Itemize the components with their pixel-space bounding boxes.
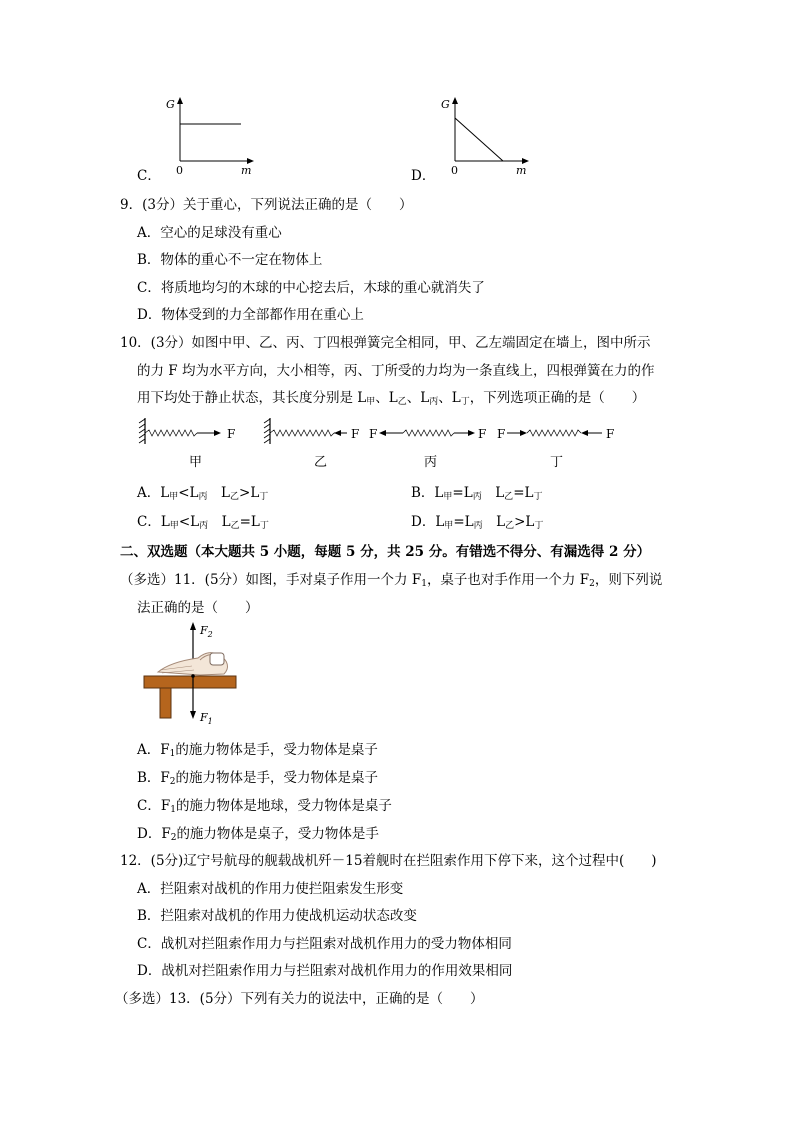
force-label-bing-right: F <box>478 427 487 441</box>
graph-c <box>160 95 260 180</box>
graph-c-label: C． <box>137 168 161 184</box>
q11-option-c: C．$F_1$的施力物体是地球，受力物体是桌子 <box>137 798 392 815</box>
q12-option-c: C．战机对拦阻索作用力与拦阻索对战机作用力的受力物体相同 <box>137 936 512 952</box>
q10-option-a: A．$L_甲<L_丙$ $L_乙>L_丁$ <box>137 485 269 502</box>
f2-label: $F_2$ <box>200 624 213 639</box>
q12-option-d: D．战机对拦阻索作用力与拦阻索对战机作用力的作用效果相同 <box>137 963 513 979</box>
q9-stem: 9．(3分）关于重心，下列说法正确的是（ ） <box>120 197 413 213</box>
q10-stem-line1: 10．(3分）如图中甲、乙、丙、丁四根弹簧完全相同，甲、乙左端固定在墙上，图中所示 <box>120 335 651 351</box>
force-label-ding-left: F <box>497 427 506 441</box>
q11-option-d: D．$F_2$的施力物体是桌子，受力物体是手 <box>137 826 379 843</box>
q10-option-c: C．$L_甲<L_丙$ $L_乙=L_丁$ <box>137 514 269 531</box>
spring-label-yi: 乙 <box>314 455 328 470</box>
spring-label-ding: 丁 <box>550 455 564 470</box>
f1-label: $F_1$ <box>200 711 213 726</box>
q11-stem-line2: 法正确的是（ ） <box>137 600 259 616</box>
graph-c-origin: 0 <box>176 164 183 177</box>
q12-stem: 12．(5分)辽宁号航母的舰载战机歼－15着舰时在拦阻索作用下停下来，这个过程中( ) <box>120 853 657 869</box>
springs-figure <box>135 414 625 474</box>
force-label-yi: F <box>351 427 360 441</box>
q9-option-d: D．物体受到的力全部都作用在重心上 <box>137 307 364 323</box>
q13-stem: （多选）13．(5分）下列有关力的说法中，正确的是（ ） <box>115 991 484 1007</box>
spring-label-jia: 甲 <box>189 455 203 470</box>
q9-option-a: A．空心的足球没有重心 <box>137 225 282 241</box>
q12-option-a: A．拦阻索对战机的作用力使拦阻索发生形变 <box>137 881 404 897</box>
q10-stem-line3: 用下均处于静止状态，其长度分别是 $L_甲$、$L_乙$、$L_丙$、$L_丁$，下列选项正确的是（ ） <box>137 390 646 407</box>
q10-option-b: B．$L_甲=L_丙$ $L_乙=L_丁$ <box>411 485 543 502</box>
graph-d-origin: 0 <box>451 164 458 177</box>
q11-option-b: B．$F_2$的施力物体是手，受力物体是桌子 <box>137 770 379 787</box>
q10-stem-line2: 的力 F 均为水平方向，大小相等，丙、丁所受的力均为一条直线上，四根弹簧在力的作 <box>137 363 655 379</box>
graph-c-x-label: m <box>241 164 252 177</box>
graph-d <box>435 95 535 180</box>
spring-label-bing: 丙 <box>424 455 438 470</box>
spring-ding <box>497 427 614 441</box>
q11-option-a: A．$F_1$的施力物体是手，受力物体是桌子 <box>137 742 378 759</box>
graph-d-label: D． <box>411 168 436 184</box>
graph-c-y-label: G <box>166 98 175 111</box>
hand-table-figure <box>140 620 250 730</box>
spring-yi <box>264 418 359 444</box>
section-heading: 二、双选题（本大题共 5 小题，每题 5 分，共 25 分。有错选不得分、有漏选得 2 分） <box>120 544 651 560</box>
spring-bing <box>369 427 486 441</box>
force-label-jia: F <box>227 427 236 441</box>
q10-option-d: D．$L_甲=L_丙$ $L_乙>L_丁$ <box>411 514 544 531</box>
q12-option-b: B．拦阻索对战机的作用力使战机运动状态改变 <box>137 908 417 924</box>
force-label-ding-right: F <box>606 427 615 441</box>
q9-option-b: B．物体的重心不一定在物体上 <box>137 252 323 268</box>
force-label-bing-left: F <box>369 427 378 441</box>
graph-d-y-label: G <box>441 98 450 111</box>
graph-d-x-label: m <box>516 164 527 177</box>
q9-option-c: C．将质地均匀的木球的中心挖去后，木球的重心就消失了 <box>137 280 485 296</box>
q11-stem-line1: （多选）11．(5分）如图，手对桌子作用一个力 $F_1$，桌子也对手作用一个力 $F_2$，则下列说 <box>120 572 663 589</box>
spring-jia <box>139 418 235 444</box>
